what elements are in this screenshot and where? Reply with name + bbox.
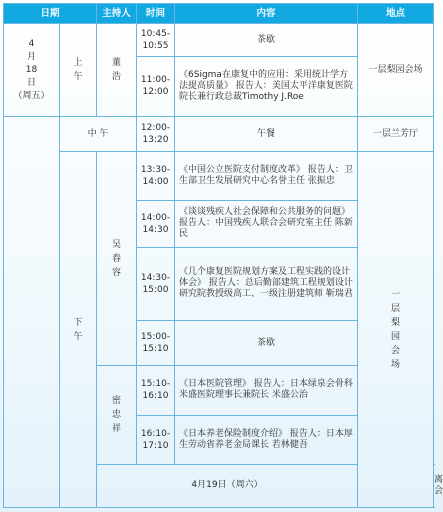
host-cell-1: 董 浩: [97, 24, 137, 116]
table-row: [4, 116, 434, 151]
table-row: [4, 152, 434, 200]
content-cell: 《日本医院管理》 报告人：日本绿泉会骨科米盛医院理事长兼院长 米盛公治: [175, 366, 358, 415]
venue-cell-2: 一层兰芳厅: [358, 116, 434, 151]
venue-cell-1: 一层梨园会场: [358, 24, 434, 116]
content-cell: 《日本养老保险制度介绍》 报告人：日本厚生劳动省养老金局课长 若林健吾: [175, 415, 358, 464]
content-cell: 《6Sigma在康复中的应用：采用统计学方法提高质量》 报告人：美国太平洋康复医院 院长兼行政总裁Timothy J.Roe: [175, 56, 358, 116]
table-row: 4月19日（周六） 离会: [4, 464, 434, 507]
host-cell-3: 密 忠 祥: [97, 366, 137, 465]
header-row: [4, 4, 434, 24]
content-cell: 《谈谈残疾人社会保障和公共服务的问题》 报告人：中国残疾人联合会研究室主任 陈新民: [175, 200, 358, 247]
time-cell: 15:10- 16:10: [137, 366, 175, 415]
period-afternoon: 下 午: [60, 152, 97, 508]
time-cell: 16:10- 17:10: [137, 415, 175, 464]
date-cell-apr19: 4月19日（周六）: [97, 464, 358, 507]
time-cell: 14:00- 14:30: [137, 200, 175, 247]
header-content: 内容: [175, 4, 358, 24]
content-cell: 《中国公立医院支付制度改革》 报告人：卫生部卫生发展研究中心名誉主任 张振忠: [175, 152, 358, 200]
header-time: 时间: [137, 4, 175, 24]
content-cell: 茶歇: [175, 320, 358, 365]
date-cell-apr18-afternoon: [4, 116, 60, 507]
time-cell: 15:00- 15:10: [137, 320, 175, 365]
header-host: 主持人: [97, 4, 137, 24]
content-cell: 《几个康复医院规划方案及工程实践的设计体会》 报告人：总后勤部建筑工程规划设计研究院教授级高工、一级注册建筑师 靳瑞君: [175, 247, 358, 320]
venue-cell-3: 一 层 梨 园 会 场: [358, 152, 434, 508]
date-cell-apr18: 4 月 18 日 （周五）: [4, 24, 60, 116]
schedule-table: [3, 3, 443, 508]
header-date: 日期: [4, 4, 97, 24]
content-cell: 茶歇: [175, 24, 358, 56]
host-cell-2: 吴 春 容: [97, 152, 137, 366]
content-cell: 午餐: [175, 116, 358, 151]
time-cell: 11:00- 12:00: [137, 56, 175, 116]
time-cell: 10:45- 10:55: [137, 24, 175, 56]
time-cell: 14:30- 15:00: [137, 247, 175, 320]
time-cell: 12:00- 13:20: [137, 116, 175, 151]
time-cell: 13:30- 14:00: [137, 152, 175, 200]
table-row: [4, 24, 434, 56]
header-venue: 地点: [358, 4, 434, 24]
period-morning: 上 午: [60, 24, 97, 116]
period-noon: 中 午: [60, 116, 137, 151]
